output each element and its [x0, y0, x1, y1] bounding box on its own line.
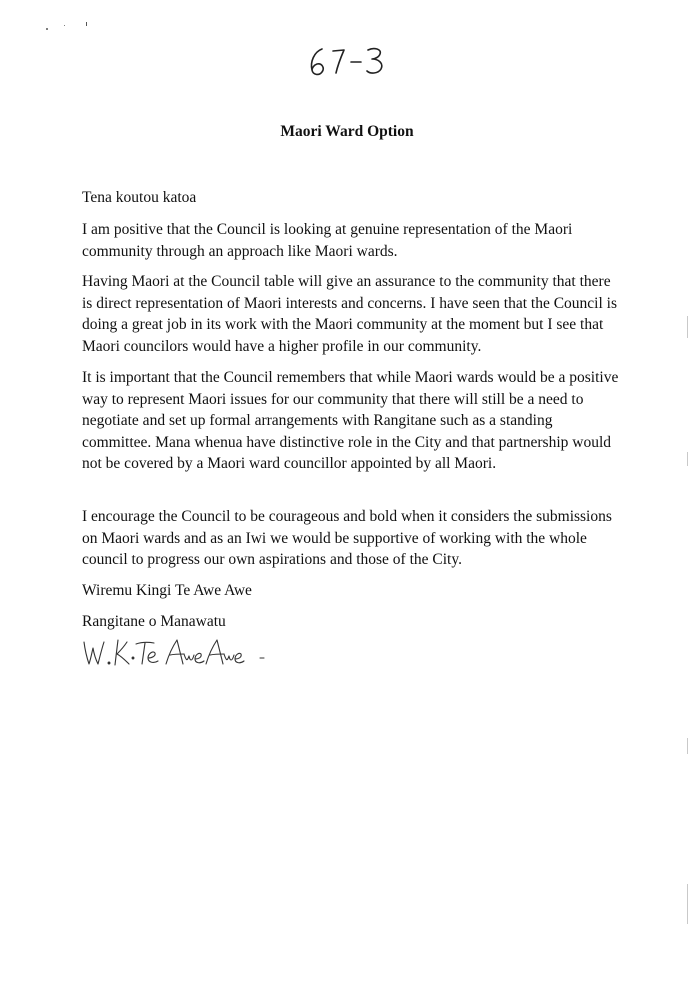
- paragraph-2: [82, 271, 622, 357]
- scan-speck: [86, 22, 87, 26]
- paragraph-text: I am positive that the Council is looking at genuine representation of the Maori community through an approach like Maori wards.: [82, 221, 573, 260]
- paragraph-4: [82, 506, 622, 571]
- paragraph-text: Having Maori at the Council table will give an assurance to the community that there is direct representation of Maori interests and concerns. I have seen that the Council is doing a great job in its work with the Maori community at the moment but I see that Maori councilors would have a higher profile in our community.: [82, 273, 618, 355]
- paragraph-3: [82, 367, 622, 475]
- signature-text: [80, 628, 230, 651]
- scan-edge-mark: [687, 884, 688, 924]
- signoff-name-text: Wiremu Kingi Te Awe Awe: [82, 582, 252, 599]
- scan-speck: [46, 28, 48, 30]
- paragraph-1: [82, 219, 622, 262]
- paragraph-text: I encourage the Council to be courageous and bold when it considers the submissions on Maori wards and as an Iwi we would be supportive of working with the whole council to progress our own aspirations and those of the City.: [82, 508, 612, 568]
- document-title: Maori Ward Option: [280, 123, 414, 140]
- signoff-organisation-text: Rangitane o Manawatu: [82, 613, 226, 630]
- paragraph-text: It is important that the Council remembers that while Maori wards would be a positive way to represent Maori issues for our community that there will still be a need to negotiate and set up formal arrangements with Rangitane such as a standing committee. Mana whenua have distinctive role in the City and that partnership would not be covered by a Maori ward councillor appointed by all Maori.: [82, 369, 619, 472]
- scan-speck: [64, 25, 65, 26]
- signoff-name: [82, 580, 622, 602]
- reference-text: [300, 42, 351, 74]
- handwritten-signature: [80, 628, 280, 673]
- greeting-text: Tena koutou katoa: [82, 189, 197, 206]
- greeting: [82, 187, 622, 209]
- handwritten-reference-number: [300, 42, 400, 82]
- scan-edge-mark: [687, 738, 688, 754]
- scan-edge-mark: [687, 452, 688, 466]
- scan-edge-mark: [687, 316, 688, 338]
